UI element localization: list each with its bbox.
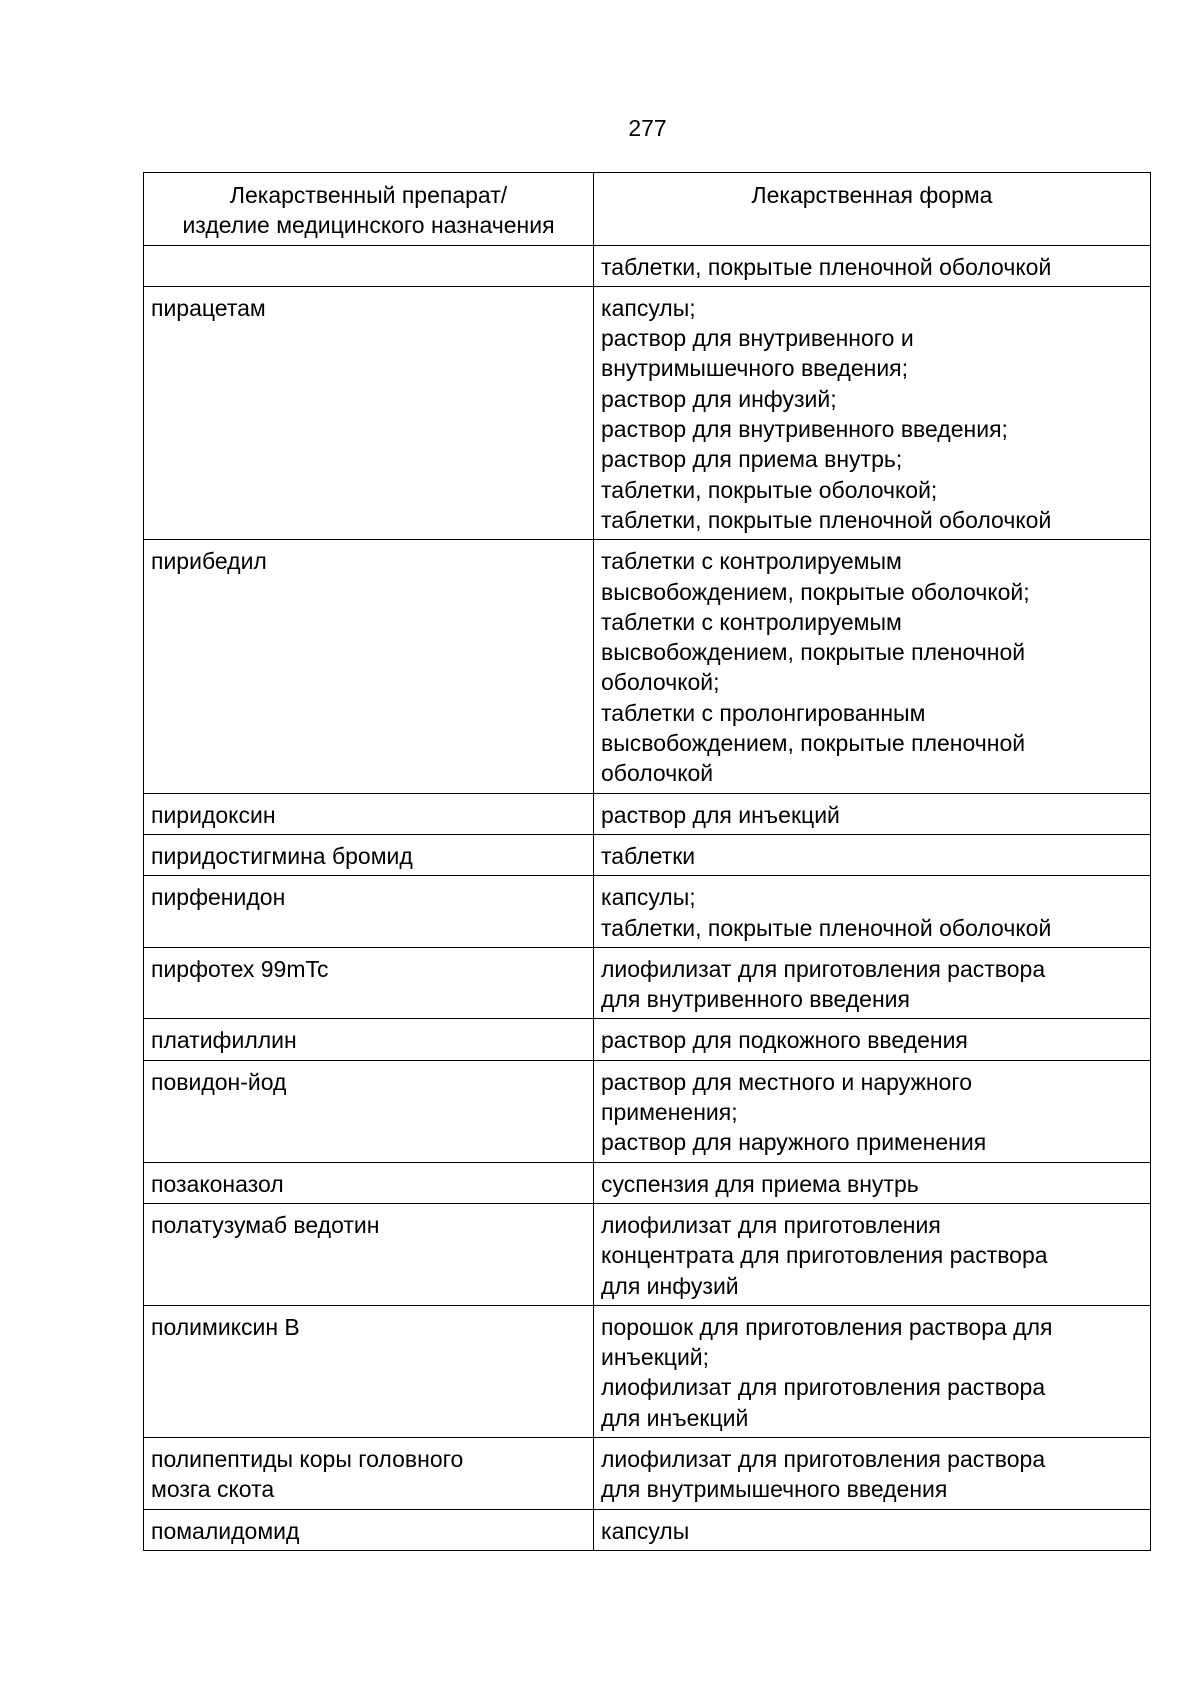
cell-line: пирфотех 99mTc bbox=[151, 955, 329, 982]
table-row bbox=[144, 1162, 1151, 1203]
cell-line: лиофилизат для приготовления раствора bbox=[601, 1374, 1046, 1401]
page-number: 277 bbox=[628, 115, 667, 141]
cell-line: для внутримышечного введения bbox=[601, 1476, 948, 1503]
cell-line: капсулы; bbox=[601, 884, 696, 911]
cell-line: пиридостигмина бромид bbox=[151, 842, 413, 869]
cell-line: оболочкой; bbox=[601, 669, 720, 696]
drug-name-cell bbox=[144, 876, 594, 948]
table-row bbox=[144, 1437, 1151, 1509]
dosage-form-cell bbox=[594, 1509, 1151, 1550]
cell-line: помалидомид bbox=[151, 1517, 300, 1544]
cell-line: изделие медицинского назначения bbox=[182, 212, 555, 239]
cell-line: капсулы bbox=[601, 1517, 690, 1544]
cell-line: полимиксин B bbox=[151, 1313, 300, 1340]
cell-line: пирибедил bbox=[151, 548, 267, 575]
cell-line: пирфенидон bbox=[151, 884, 286, 911]
drug-name-cell bbox=[144, 1437, 594, 1509]
header-drug-name bbox=[144, 173, 594, 246]
table-row bbox=[144, 1203, 1151, 1305]
drug-name-cell bbox=[144, 947, 594, 1019]
table-row bbox=[144, 1060, 1151, 1162]
table-row bbox=[144, 876, 1151, 948]
dosage-form-cell bbox=[594, 947, 1151, 1019]
cell-line: для инъекций bbox=[601, 1404, 749, 1431]
dosage-form-cell bbox=[594, 286, 1151, 539]
cell-line: суспензия для приема внутрь bbox=[601, 1170, 919, 1197]
cell-line: концентрата для приготовления раствора bbox=[601, 1242, 1048, 1269]
cell-line: таблетки bbox=[601, 842, 696, 869]
table-row bbox=[144, 286, 1151, 539]
dosage-form-cell bbox=[594, 1203, 1151, 1305]
dosage-form-cell bbox=[594, 1162, 1151, 1203]
cell-line: раствор для приема внутрь; bbox=[601, 446, 903, 473]
dosage-form-cell bbox=[594, 540, 1151, 793]
drug-name-cell bbox=[144, 1509, 594, 1550]
table-row bbox=[144, 245, 1151, 286]
drug-table bbox=[143, 172, 1151, 1551]
cell-line: пиридоксин bbox=[151, 801, 276, 828]
cell-line: таблетки с контролируемым bbox=[601, 548, 902, 575]
cell-line: инъекций; bbox=[601, 1344, 710, 1371]
dosage-form-cell bbox=[594, 834, 1151, 875]
cell-line: внутримышечного введения; bbox=[601, 355, 909, 382]
table-row bbox=[144, 1019, 1151, 1060]
cell-line: раствор для инфузий; bbox=[601, 385, 837, 412]
cell-line: таблетки, покрытые пленочной оболочкой bbox=[601, 506, 1052, 533]
drug-name-cell bbox=[144, 286, 594, 539]
drug-name-cell bbox=[144, 834, 594, 875]
dosage-form-cell bbox=[594, 1437, 1151, 1509]
cell-line: высвобождением, покрытые оболочкой; bbox=[601, 578, 1030, 605]
dosage-form-cell bbox=[594, 1060, 1151, 1162]
table-body bbox=[144, 245, 1151, 1550]
drug-name-cell bbox=[144, 793, 594, 834]
table-row bbox=[144, 947, 1151, 1019]
dosage-form-cell bbox=[594, 793, 1151, 834]
cell-line: таблетки с контролируемым bbox=[601, 608, 902, 635]
table-row bbox=[144, 834, 1151, 875]
drug-name-cell bbox=[144, 245, 594, 286]
dosage-form-cell bbox=[594, 245, 1151, 286]
cell-line: лиофилизат для приготовления раствора bbox=[601, 955, 1046, 982]
table-row bbox=[144, 540, 1151, 793]
dosage-form-cell bbox=[594, 1305, 1151, 1437]
cell-line: порошок для приготовления раствора для bbox=[601, 1313, 1053, 1340]
cell-line: лиофилизат для приготовления раствора bbox=[601, 1445, 1046, 1472]
cell-line: раствор для инъекций bbox=[601, 801, 840, 828]
cell-line: Лекарственная форма bbox=[751, 182, 993, 208]
drug-name-cell bbox=[144, 1060, 594, 1162]
table-row bbox=[144, 1509, 1151, 1550]
cell-line: полатузумаб ведотин bbox=[151, 1211, 380, 1238]
cell-line: капсулы; bbox=[601, 294, 696, 321]
table-header-row bbox=[144, 173, 1151, 246]
table-row bbox=[144, 793, 1151, 834]
cell-line: высвобождением, покрытые пленочной bbox=[601, 730, 1026, 757]
cell-line: полипептиды коры головного bbox=[151, 1445, 464, 1472]
cell-line: раствор для наружного применения bbox=[601, 1129, 987, 1156]
drug-name-cell bbox=[144, 1203, 594, 1305]
header-dosage-form bbox=[594, 173, 1151, 246]
cell-line: позаконазол bbox=[151, 1170, 284, 1197]
cell-line: раствор для внутривенного и bbox=[601, 325, 914, 352]
cell-line: высвобождением, покрытые пленочной bbox=[601, 639, 1026, 666]
dosage-form-cell bbox=[594, 1019, 1151, 1060]
drug-name-cell bbox=[144, 1019, 594, 1060]
cell-line: мозга скота bbox=[151, 1476, 275, 1503]
drug-name-cell bbox=[144, 1162, 594, 1203]
cell-line: оболочкой bbox=[601, 760, 714, 787]
cell-line: таблетки, покрытые пленочной оболочкой bbox=[601, 914, 1052, 941]
cell-line: лиофилизат для приготовления bbox=[601, 1211, 941, 1238]
cell-line: платифиллин bbox=[151, 1027, 297, 1054]
drug-name-cell bbox=[144, 540, 594, 793]
cell-line: таблетки, покрытые пленочной оболочкой bbox=[601, 253, 1052, 280]
cell-line: пирацетам bbox=[151, 294, 266, 321]
cell-line: повидон-йод bbox=[151, 1068, 287, 1095]
cell-line: таблетки с пролонгированным bbox=[601, 699, 926, 726]
cell-line: Лекарственный препарат/ bbox=[229, 182, 508, 208]
drug-name-cell bbox=[144, 1305, 594, 1437]
table-row bbox=[144, 1305, 1151, 1437]
cell-line: применения; bbox=[601, 1099, 738, 1126]
cell-line: раствор для подкожного введения bbox=[601, 1027, 968, 1054]
cell-line: раствор для местного и наружного bbox=[601, 1068, 973, 1095]
cell-line: для внутривенного введения bbox=[601, 986, 910, 1013]
cell-line: таблетки, покрытые оболочкой; bbox=[601, 476, 938, 503]
cell-line: раствор для внутривенного введения; bbox=[601, 416, 1008, 443]
dosage-form-cell bbox=[594, 876, 1151, 948]
cell-line: для инфузий bbox=[601, 1272, 739, 1299]
